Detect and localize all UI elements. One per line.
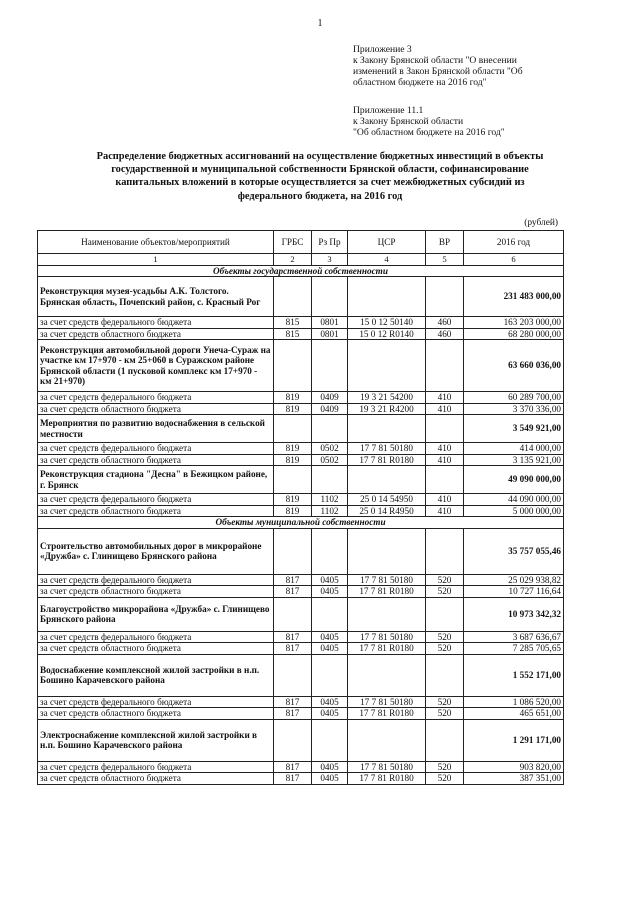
rzpr-code: 1102 <box>312 494 348 506</box>
object-name: Водоснабжение комплексной жилой застройки в н.п. Бошино Карачевского района <box>38 654 274 696</box>
funding-amount: 3 370 336,00 <box>464 403 564 415</box>
funding-source: за счет средств федерального бюджета <box>38 574 274 586</box>
rzpr-code: 0801 <box>312 328 348 340</box>
csr-code: 17 7 81 50180 <box>348 696 426 708</box>
object-total: 1 552 171,00 <box>464 654 564 696</box>
appendix-3-line: Приложение 3 <box>353 44 412 55</box>
funding-row <box>38 773 564 785</box>
funding-source: за счет средств федерального бюджета <box>38 494 274 506</box>
funding-source: за счет средств федерального бюджета <box>38 443 274 455</box>
grbs-code: 819 <box>274 505 312 517</box>
vr-code: 410 <box>426 454 464 466</box>
object-rzpr-empty <box>312 654 348 696</box>
object-grbs-empty <box>274 597 312 631</box>
csr-code: 25 0 14 R4950 <box>348 505 426 517</box>
object-csr-empty <box>348 415 426 443</box>
appendix-11-block <box>353 105 628 138</box>
csr-code: 19 3 21 R4200 <box>348 403 426 415</box>
csr-code: 19 3 21 54200 <box>348 392 426 404</box>
csr-code: 17 7 81 R0180 <box>348 586 426 598</box>
funding-source: за счет средств областного бюджета <box>38 708 274 720</box>
grbs-code: 815 <box>274 328 312 340</box>
rzpr-code: 0405 <box>312 761 348 773</box>
title-line: федерального бюджета, на 2016 год <box>237 190 403 202</box>
column-number: 1 <box>38 254 274 266</box>
object-name: Мероприятия по развитию водоснабжения в сельской местности <box>38 415 274 443</box>
object-row <box>38 528 564 574</box>
rzpr-code: 0409 <box>312 403 348 415</box>
grbs-code: 817 <box>274 773 312 785</box>
object-csr-empty <box>348 719 426 761</box>
budget-table-body <box>38 231 564 785</box>
column-number: 3 <box>312 254 348 266</box>
object-row <box>38 466 564 494</box>
funding-source: за счет средств федерального бюджета <box>38 761 274 773</box>
rzpr-code: 0405 <box>312 643 348 655</box>
funding-amount: 1 086 520,00 <box>464 696 564 708</box>
column-number: 5 <box>426 254 464 266</box>
funding-row <box>38 454 564 466</box>
funding-amount: 68 280 000,00 <box>464 328 564 340</box>
funding-amount: 7 285 705,65 <box>464 643 564 655</box>
object-total: 1 291 171,00 <box>464 719 564 761</box>
appendix-3-block <box>353 44 628 88</box>
appendix-3-line: областном бюджете на 2016 год" <box>353 77 487 88</box>
vr-code: 460 <box>426 317 464 329</box>
object-rzpr-empty <box>312 528 348 574</box>
column-header-vr: ВР <box>426 231 464 254</box>
funding-row <box>38 443 564 455</box>
grbs-code: 817 <box>274 708 312 720</box>
object-csr-empty <box>348 654 426 696</box>
funding-amount: 163 203 000,00 <box>464 317 564 329</box>
funding-row <box>38 317 564 329</box>
object-row <box>38 597 564 631</box>
funding-row <box>38 708 564 720</box>
object-vr-empty <box>426 597 464 631</box>
vr-code: 410 <box>426 392 464 404</box>
csr-code: 15 0 12 50140 <box>348 317 426 329</box>
funding-source: за счет средств областного бюджета <box>38 454 274 466</box>
vr-code: 520 <box>426 708 464 720</box>
vr-code: 520 <box>426 631 464 643</box>
funding-row <box>38 505 564 517</box>
funding-row <box>38 494 564 506</box>
grbs-code: 819 <box>274 454 312 466</box>
object-vr-empty <box>426 340 464 392</box>
object-rzpr-empty <box>312 277 348 317</box>
title-line: Распределение бюджетных ассигнований на осуществление бюджетных инвестиций в объекты <box>96 151 544 162</box>
object-rzpr-empty <box>312 719 348 761</box>
grbs-code: 819 <box>274 443 312 455</box>
rzpr-code: 0405 <box>312 574 348 586</box>
funding-row <box>38 586 564 598</box>
object-csr-empty <box>348 597 426 631</box>
object-grbs-empty <box>274 415 312 443</box>
funding-source: за счет средств областного бюджета <box>38 403 274 415</box>
vr-code: 410 <box>426 505 464 517</box>
csr-code: 17 7 81 R0180 <box>348 643 426 655</box>
object-grbs-empty <box>274 340 312 392</box>
funding-row <box>38 392 564 404</box>
vr-code: 520 <box>426 773 464 785</box>
vr-code: 520 <box>426 643 464 655</box>
funding-source: за счет средств федерального бюджета <box>38 392 274 404</box>
object-csr-empty <box>348 340 426 392</box>
funding-row <box>38 631 564 643</box>
funding-source: за счет средств областного бюджета <box>38 328 274 340</box>
csr-code: 17 7 81 50180 <box>348 631 426 643</box>
object-name: Реконструкция музея-усадьбы А.К. Толстого. Брянская область, Почепский район, с. Красный Рог <box>38 277 274 317</box>
vr-code: 520 <box>426 574 464 586</box>
rzpr-code: 0405 <box>312 773 348 785</box>
object-vr-empty <box>426 654 464 696</box>
funding-row <box>38 643 564 655</box>
funding-amount: 10 727 116,64 <box>464 586 564 598</box>
object-rzpr-empty <box>312 597 348 631</box>
column-number-row <box>38 254 564 266</box>
column-header-rzpr: Рз Пр <box>312 231 348 254</box>
csr-code: 17 7 81 R0180 <box>348 454 426 466</box>
section-header-row <box>38 517 564 529</box>
csr-code: 17 7 81 50180 <box>348 761 426 773</box>
column-number: 6 <box>464 254 564 266</box>
csr-code: 17 7 81 R0180 <box>348 708 426 720</box>
column-header-grbs: ГРБС <box>274 231 312 254</box>
vr-code: 460 <box>426 328 464 340</box>
grbs-code: 819 <box>274 494 312 506</box>
page-number: 1 <box>317 18 323 29</box>
column-header-csr: ЦСР <box>348 231 426 254</box>
object-rzpr-empty <box>312 415 348 443</box>
column-header-name: Наименование объектов/мероприятий <box>38 231 274 254</box>
object-grbs-empty <box>274 466 312 494</box>
appendix-3-line: изменений в Закон Брянской области "Об <box>353 66 523 77</box>
grbs-code: 817 <box>274 643 312 655</box>
csr-code: 17 7 81 50180 <box>348 574 426 586</box>
funding-source: за счет средств федерального бюджета <box>38 631 274 643</box>
csr-code: 15 0 12 R0140 <box>348 328 426 340</box>
rzpr-code: 0405 <box>312 631 348 643</box>
column-number: 4 <box>348 254 426 266</box>
rzpr-code: 0409 <box>312 392 348 404</box>
vr-code: 520 <box>426 696 464 708</box>
funding-source: за счет средств федерального бюджета <box>38 696 274 708</box>
object-row <box>38 719 564 761</box>
grbs-code: 819 <box>274 392 312 404</box>
funding-amount: 44 090 000,00 <box>464 494 564 506</box>
object-total: 10 973 342,32 <box>464 597 564 631</box>
grbs-code: 817 <box>274 574 312 586</box>
funding-amount: 25 029 938,82 <box>464 574 564 586</box>
object-rzpr-empty <box>312 466 348 494</box>
grbs-code: 817 <box>274 631 312 643</box>
csr-code: 25 0 14 54950 <box>348 494 426 506</box>
object-row <box>38 415 564 443</box>
object-grbs-empty <box>274 654 312 696</box>
funding-row <box>38 761 564 773</box>
object-name: Благоустройство микрорайона «Дружба» с. Глинищево Брянского района <box>38 597 274 631</box>
funding-source: за счет средств областного бюджета <box>38 773 274 785</box>
object-total: 35 757 055,46 <box>464 528 564 574</box>
vr-code: 520 <box>426 761 464 773</box>
appendix-3-line: к Закону Брянской области "О внесении <box>353 55 517 66</box>
funding-amount: 387 351,00 <box>464 773 564 785</box>
object-grbs-empty <box>274 528 312 574</box>
rzpr-code: 0502 <box>312 454 348 466</box>
object-rzpr-empty <box>312 340 348 392</box>
object-row <box>38 277 564 317</box>
csr-code: 17 7 81 50180 <box>348 443 426 455</box>
funding-amount: 60 289 700,00 <box>464 392 564 404</box>
object-total: 63 660 036,00 <box>464 340 564 392</box>
budget-table <box>37 230 564 785</box>
object-grbs-empty <box>274 277 312 317</box>
rzpr-code: 0405 <box>312 708 348 720</box>
funding-row <box>38 574 564 586</box>
object-name: Строительство автомобильных дорог в микрорайоне «Дружба» с. Глинищево Брянского района <box>38 528 274 574</box>
object-name: Реконструкция автомобильной дороги Унеча-Сураж на участке км 17+970 - км 25+060 в Суражском районе Брянской области (1 пусковой комплекс км 17+970 - км 21+970) <box>38 340 274 392</box>
funding-source: за счет средств областного бюджета <box>38 643 274 655</box>
appendix-11-line: Приложение 11.1 <box>353 105 424 116</box>
document-title <box>40 150 600 203</box>
section-title: Объекты муниципальной собственности <box>38 517 564 529</box>
object-total: 49 090 000,00 <box>464 466 564 494</box>
funding-amount: 3 135 921,00 <box>464 454 564 466</box>
object-vr-empty <box>426 277 464 317</box>
section-header-row <box>38 265 564 277</box>
funding-row <box>38 403 564 415</box>
object-csr-empty <box>348 528 426 574</box>
funding-row <box>38 696 564 708</box>
funding-row <box>38 328 564 340</box>
rzpr-code: 1102 <box>312 505 348 517</box>
grbs-code: 817 <box>274 586 312 598</box>
grbs-code: 819 <box>274 403 312 415</box>
object-row <box>38 340 564 392</box>
rzpr-code: 0405 <box>312 696 348 708</box>
rzpr-code: 0405 <box>312 586 348 598</box>
vr-code: 520 <box>426 586 464 598</box>
grbs-code: 817 <box>274 696 312 708</box>
csr-code: 17 7 81 R0180 <box>348 773 426 785</box>
funding-source: за счет средств областного бюджета <box>38 505 274 517</box>
funding-amount: 5 000 000,00 <box>464 505 564 517</box>
funding-amount: 414 000,00 <box>464 443 564 455</box>
section-title: Объекты государственной собственности <box>38 265 564 277</box>
vr-code: 410 <box>426 403 464 415</box>
vr-code: 410 <box>426 494 464 506</box>
grbs-code: 815 <box>274 317 312 329</box>
funding-source: за счет средств федерального бюджета <box>38 317 274 329</box>
funding-source: за счет средств областного бюджета <box>38 586 274 598</box>
funding-amount: 903 820,00 <box>464 761 564 773</box>
rzpr-code: 0502 <box>312 443 348 455</box>
object-total: 3 549 921,00 <box>464 415 564 443</box>
object-vr-empty <box>426 719 464 761</box>
object-vr-empty <box>426 528 464 574</box>
object-grbs-empty <box>274 719 312 761</box>
vr-code: 410 <box>426 443 464 455</box>
funding-amount: 465 651,00 <box>464 708 564 720</box>
column-number: 2 <box>274 254 312 266</box>
appendix-11-line: к Закону Брянской области <box>353 116 464 127</box>
grbs-code: 817 <box>274 761 312 773</box>
object-csr-empty <box>348 466 426 494</box>
rzpr-code: 0801 <box>312 317 348 329</box>
units-label: (рублей) <box>524 218 558 228</box>
object-name: Реконструкция стадиона "Десна" в Бежицком районе, г. Брянск <box>38 466 274 494</box>
object-name: Электроснабжение комплексной жилой застройки в н.п. Бошино Карачевского района <box>38 719 274 761</box>
object-csr-empty <box>348 277 426 317</box>
funding-amount: 3 687 636,67 <box>464 631 564 643</box>
title-line: государственной и муниципальной собственности Брянской области, софинансирование <box>111 164 529 176</box>
column-header-year: 2016 год <box>464 231 564 254</box>
object-vr-empty <box>426 415 464 443</box>
object-total: 231 483 000,00 <box>464 277 564 317</box>
title-line: капитальных вложений в которые осуществляется за счет межбюджетных субсидий из <box>115 177 525 189</box>
table-header-row <box>38 231 564 254</box>
object-vr-empty <box>426 466 464 494</box>
object-row <box>38 654 564 696</box>
appendix-11-line: "Об областном бюджете на 2016 год" <box>353 127 505 138</box>
